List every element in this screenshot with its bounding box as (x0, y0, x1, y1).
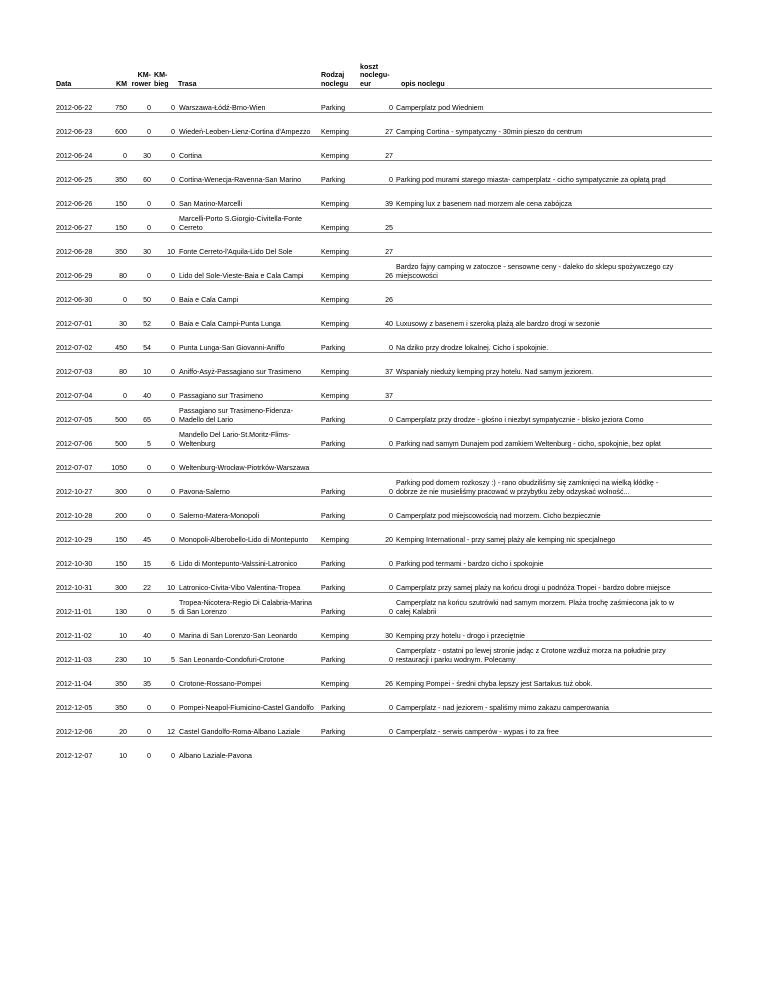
cell-opis: Camperplatz przy samej plaży na końcu drogi u podnóża Tropei - bardzo dobre miejsce (393, 569, 712, 593)
cell-rower: 0 (128, 185, 152, 209)
cell-trasa: Fonte Cerreto-l'Aquila-Lido Del Sole (176, 233, 321, 257)
cell-opis: Parking pod termami - bardzo cicho i spokojnie (393, 545, 712, 569)
cell-trasa: Monopoli-Alberobello-Lido di Montepunto (176, 521, 321, 545)
cell-opis: Camperplatz - nad jeziorem - spaliśmy mimo zakazu camperowania (393, 689, 712, 713)
header-koszt: koszt noclegu- eur (360, 63, 390, 88)
cell-trasa: Cortina (176, 137, 321, 161)
table-row (56, 353, 712, 377)
cell-koszt: 0 (359, 593, 393, 617)
cell-bieg: 0 (152, 353, 176, 377)
cell-km: 300 (103, 473, 128, 497)
cell-rower: 0 (128, 449, 152, 473)
cell-rower: 0 (128, 473, 152, 497)
cell-rodzaj: Parking (321, 497, 359, 521)
cell-rodzaj: Parking (321, 593, 359, 617)
cell-date: 2012-11-03 (56, 641, 103, 665)
cell-km: 1050 (103, 449, 128, 473)
cell-opis: Camperplatz - ostatni po lewej stronie jadąc z Crotone wzdłuż morza na południe przy restauracji i parku wodnym. Polecamy (393, 641, 712, 665)
cell-rodzaj: Kemping (321, 281, 359, 305)
cell-date: 2012-06-25 (56, 161, 103, 185)
cell-bieg: 0 (152, 209, 176, 233)
cell-bieg: 0 (152, 305, 176, 329)
cell-rower: 50 (128, 281, 152, 305)
table-row (56, 713, 712, 737)
cell-rower: 30 (128, 233, 152, 257)
cell-rower: 54 (128, 329, 152, 353)
header-trasa: Trasa (178, 79, 197, 88)
cell-trasa: Pompei-Neapol-Fiumicino-Castel Gandolfo (176, 689, 321, 713)
table-row (56, 737, 712, 761)
cell-trasa: Aniffo-Asyż-Passagiano sur Trasimeno (176, 353, 321, 377)
cell-koszt: 27 (359, 137, 393, 161)
cell-date: 2012-06-29 (56, 257, 103, 281)
cell-km: 350 (103, 689, 128, 713)
cell-rower: 0 (128, 737, 152, 761)
cell-rower: 35 (128, 665, 152, 689)
cell-date: 2012-06-26 (56, 185, 103, 209)
cell-trasa: Passagiano sur Trasimeno-Fidenza- Madello del Lario (176, 401, 321, 425)
cell-rower: 65 (128, 401, 152, 425)
cell-date: 2012-06-27 (56, 209, 103, 233)
cell-trasa: Latronico-Civita-Vibo Valentina-Tropea (176, 569, 321, 593)
cell-rower: 0 (128, 497, 152, 521)
table-row (56, 521, 712, 545)
cell-date: 2012-10-27 (56, 473, 103, 497)
cell-bieg: 0 (152, 281, 176, 305)
cell-opis: Camping Cortina - sympatyczny - 30min pieszo do centrum (393, 113, 712, 137)
table-row (56, 233, 712, 257)
cell-km: 80 (103, 353, 128, 377)
table-row (56, 305, 712, 329)
table-row (56, 593, 712, 617)
cell-trasa: Albano Laziale-Pavona (176, 737, 321, 761)
cell-trasa: Crotone-Rossano-Pompei (176, 665, 321, 689)
cell-bieg: 5 (152, 593, 176, 617)
cell-koszt: 0 (359, 425, 393, 449)
cell-opis: Kemping przy hotelu - drogo i przeciętnie (393, 617, 712, 641)
table-row (56, 185, 712, 209)
cell-rodzaj: Parking (321, 329, 359, 353)
cell-km: 450 (103, 329, 128, 353)
cell-koszt: 26 (359, 257, 393, 281)
cell-km: 200 (103, 497, 128, 521)
cell-koszt: 0 (359, 497, 393, 521)
cell-koszt: 0 (359, 689, 393, 713)
cell-bieg: 0 (152, 521, 176, 545)
cell-bieg: 0 (152, 329, 176, 353)
cell-trasa: Wiedeń-Leoben-Lienz-Cortina d'Ampezzo (176, 113, 321, 137)
cell-km: 10 (103, 737, 128, 761)
cell-bieg: 0 (152, 449, 176, 473)
cell-km: 350 (103, 161, 128, 185)
cell-rower: 5 (128, 425, 152, 449)
cell-rodzaj: Kemping (321, 665, 359, 689)
cell-trasa: Warszawa-Łódź-Brno-Wien (176, 89, 321, 113)
table-row (56, 449, 712, 473)
cell-km: 600 (103, 113, 128, 137)
cell-date: 2012-06-24 (56, 137, 103, 161)
cell-opis: Kemping lux z basenem nad morzem ale cena zabójcza (393, 185, 712, 209)
cell-koszt: 0 (359, 89, 393, 113)
header-rodzaj: Rodzaj noclegu (321, 71, 349, 88)
cell-rower: 40 (128, 377, 152, 401)
table-row (56, 689, 712, 713)
cell-rodzaj: Kemping (321, 617, 359, 641)
cell-trasa: Lido del Sole-Vieste-Baia e Cala Campi (176, 257, 321, 281)
cell-opis: Camperplatz na końcu szutrówki nad samym morzem. Plaża trochę zaśmiecona jak to w całej Kalabrii (393, 593, 712, 617)
cell-bieg: 0 (152, 425, 176, 449)
cell-trasa: Pavona-Salerno (176, 473, 321, 497)
cell-rodzaj: Parking (321, 689, 359, 713)
cell-koszt: 37 (359, 353, 393, 377)
cell-km: 300 (103, 569, 128, 593)
cell-km: 150 (103, 185, 128, 209)
table-row (56, 425, 712, 449)
cell-rodzaj: Parking (321, 401, 359, 425)
cell-rower: 52 (128, 305, 152, 329)
cell-opis: Bardzo fajny camping w zatoczce - sensowne ceny - daleko do sklepu spożywczego czy miejscowości (393, 257, 712, 281)
cell-koszt: 0 (359, 329, 393, 353)
cell-opis: Parking nad samym Dunajem pod zamkiem Weltenburg - cicho, spokojnie, bez opłat (393, 425, 712, 449)
cell-trasa: Marina di San Lorenzo-San Leonardo (176, 617, 321, 641)
table-row (56, 137, 712, 161)
cell-date: 2012-10-28 (56, 497, 103, 521)
cell-km: 130 (103, 593, 128, 617)
cell-rower: 10 (128, 353, 152, 377)
cell-opis: Luxusowy z basenem i szeroką plażą ale bardzo drogi w sezonie (393, 305, 712, 329)
cell-km: 10 (103, 617, 128, 641)
cell-opis (393, 737, 712, 761)
cell-bieg: 5 (152, 641, 176, 665)
cell-koszt: 27 (359, 233, 393, 257)
cell-trasa: Passagiano sur Trasimeno (176, 377, 321, 401)
header-row (56, 52, 712, 89)
cell-date: 2012-12-06 (56, 713, 103, 737)
cell-rodzaj: Kemping (321, 257, 359, 281)
cell-km: 80 (103, 257, 128, 281)
cell-rodzaj: Kemping (321, 137, 359, 161)
cell-koszt: 37 (359, 377, 393, 401)
table-row (56, 569, 712, 593)
cell-date: 2012-06-30 (56, 281, 103, 305)
cell-opis: Parking pod murami starego miasta- camperplatz - cicho sympatycznie za opłatą prąd (393, 161, 712, 185)
cell-km: 150 (103, 545, 128, 569)
cell-date: 2012-06-23 (56, 113, 103, 137)
cell-rodzaj: Kemping (321, 305, 359, 329)
cell-bieg: 12 (152, 713, 176, 737)
cell-km: 350 (103, 665, 128, 689)
cell-rodzaj: Kemping (321, 377, 359, 401)
cell-date: 2012-07-01 (56, 305, 103, 329)
cell-date: 2012-10-31 (56, 569, 103, 593)
cell-opis: Camperplatz pod Wiedniem (393, 89, 712, 113)
cell-trasa: Castel Gandolfo-Roma-Albano Laziale (176, 713, 321, 737)
cell-date: 2012-10-30 (56, 545, 103, 569)
cell-koszt: 20 (359, 521, 393, 545)
table-row (56, 401, 712, 425)
cell-trasa: Salerno-Matera-Monopoli (176, 497, 321, 521)
cell-date: 2012-12-05 (56, 689, 103, 713)
cell-date: 2012-11-04 (56, 665, 103, 689)
cell-koszt: 0 (359, 641, 393, 665)
cell-km: 30 (103, 305, 128, 329)
cell-date: 2012-07-07 (56, 449, 103, 473)
table-row (56, 161, 712, 185)
cell-trasa: Tropea-Nicotera-Regio Di Calabria-Marina di San Lorenzo (176, 593, 321, 617)
cell-rower: 22 (128, 569, 152, 593)
cell-koszt (359, 449, 393, 473)
cell-opis: Kemping Pompei - średni chyba lepszy jest Sartakus tuż obok. (393, 665, 712, 689)
cell-trasa: Mandello Del Lario-St.Moritz-Flims- Weltenburg (176, 425, 321, 449)
cell-date: 2012-07-05 (56, 401, 103, 425)
table-row (56, 545, 712, 569)
cell-koszt: 39 (359, 185, 393, 209)
cell-rodzaj: Kemping (321, 353, 359, 377)
cell-rower: 15 (128, 545, 152, 569)
table-row (56, 281, 712, 305)
cell-rodzaj: Kemping (321, 113, 359, 137)
table-row (56, 89, 712, 113)
cell-bieg: 0 (152, 377, 176, 401)
cell-km: 150 (103, 521, 128, 545)
cell-rodzaj: Kemping (321, 233, 359, 257)
cell-koszt: 27 (359, 113, 393, 137)
cell-date: 2012-11-01 (56, 593, 103, 617)
cell-opis (393, 377, 712, 401)
cell-rower: 0 (128, 257, 152, 281)
cell-rower: 10 (128, 641, 152, 665)
cell-opis: Na dziko przy drodze lokalnej. Cicho i spokojnie. (393, 329, 712, 353)
cell-bieg: 0 (152, 497, 176, 521)
cell-bieg: 10 (152, 569, 176, 593)
cell-trasa: Cortina-Wenecja-Ravenna-San Marino (176, 161, 321, 185)
cell-trasa: Baia e Cala Campi (176, 281, 321, 305)
cell-opis (393, 137, 712, 161)
cell-bieg: 0 (152, 113, 176, 137)
cell-rower: 40 (128, 617, 152, 641)
cell-rodzaj: Parking (321, 89, 359, 113)
cell-km: 0 (103, 281, 128, 305)
cell-rodzaj: Parking (321, 569, 359, 593)
cell-km: 350 (103, 233, 128, 257)
cell-trasa: Baia e Cala Campi-Punta Lunga (176, 305, 321, 329)
cell-date: 2012-07-02 (56, 329, 103, 353)
cell-km: 0 (103, 377, 128, 401)
table-row (56, 209, 712, 233)
cell-date: 2012-07-06 (56, 425, 103, 449)
header-date: Data (56, 79, 72, 88)
trip-table (56, 52, 712, 760)
table-row (56, 377, 712, 401)
cell-koszt (359, 737, 393, 761)
cell-trasa: Punta Lunga-San Giovanni-Aniffo (176, 329, 321, 353)
cell-opis: Camperplatz pod miejscowością nad morzem. Cicho bezpiecznie (393, 497, 712, 521)
cell-bieg: 0 (152, 137, 176, 161)
spreadsheet (56, 52, 712, 760)
table-row (56, 641, 712, 665)
cell-koszt: 40 (359, 305, 393, 329)
header-km-bieg: KM- bieg (154, 71, 169, 88)
cell-opis (393, 449, 712, 473)
cell-bieg: 6 (152, 545, 176, 569)
cell-km: 150 (103, 209, 128, 233)
cell-rodzaj: Parking (321, 545, 359, 569)
cell-rower: 30 (128, 137, 152, 161)
cell-bieg: 10 (152, 233, 176, 257)
table-row (56, 617, 712, 641)
cell-km: 0 (103, 137, 128, 161)
cell-bieg: 0 (152, 161, 176, 185)
cell-rodzaj: Parking (321, 161, 359, 185)
cell-date: 2012-06-28 (56, 233, 103, 257)
cell-trasa: San Marino-Marcelli (176, 185, 321, 209)
table-row (56, 473, 712, 497)
cell-opis: Camperplatz - serwis camperów - wypas i to za free (393, 713, 712, 737)
cell-km: 20 (103, 713, 128, 737)
cell-koszt: 0 (359, 161, 393, 185)
cell-rodzaj (321, 737, 359, 761)
cell-rodzaj: Kemping (321, 185, 359, 209)
cell-trasa: San Leonardo-Condofuri-Crotone (176, 641, 321, 665)
table-row (56, 113, 712, 137)
cell-koszt: 0 (359, 473, 393, 497)
table-row (56, 665, 712, 689)
cell-koszt: 30 (359, 617, 393, 641)
table-row (56, 497, 712, 521)
cell-rower: 0 (128, 689, 152, 713)
cell-date: 2012-06-22 (56, 89, 103, 113)
cell-rodzaj: Kemping (321, 521, 359, 545)
cell-date: 2012-12-07 (56, 737, 103, 761)
table-row (56, 257, 712, 281)
table-row (56, 329, 712, 353)
cell-bieg: 0 (152, 473, 176, 497)
cell-bieg: 0 (152, 737, 176, 761)
cell-bieg: 0 (152, 689, 176, 713)
cell-trasa: Marcelli-Porto S.Giorgio-Civitella-Fonte Cerreto (176, 209, 321, 233)
cell-opis: Kemping International - przy samej plaży ale kemping nic specjalnego (393, 521, 712, 545)
cell-bieg: 0 (152, 89, 176, 113)
cell-koszt: 25 (359, 209, 393, 233)
cell-rower: 0 (128, 209, 152, 233)
header-km-rower: KM- rower (131, 71, 151, 88)
cell-date: 2012-10-29 (56, 521, 103, 545)
cell-bieg: 0 (152, 185, 176, 209)
cell-rower: 0 (128, 89, 152, 113)
cell-opis: Wspaniały nieduży kemping przy hotelu. Nad samym jeziorem. (393, 353, 712, 377)
cell-rower: 60 (128, 161, 152, 185)
cell-rower: 0 (128, 113, 152, 137)
cell-bieg: 0 (152, 617, 176, 641)
cell-rodzaj: Kemping (321, 209, 359, 233)
cell-opis (393, 209, 712, 233)
cell-trasa: Weltenburg-Wrocław-Piotrków-Warszawa (176, 449, 321, 473)
cell-opis: Parking pod domem rozkoszy :) - rano obudziliśmy się zamknięci na wielką kłódkę - dobrze że nie musieliśmy pracować w przybytku żeby odzyskać wolność... (393, 473, 712, 497)
cell-koszt: 26 (359, 665, 393, 689)
cell-rower: 0 (128, 593, 152, 617)
cell-km: 500 (103, 401, 128, 425)
cell-rodzaj: Parking (321, 473, 359, 497)
cell-opis: Camperplatz przy drodze - głośno i niezbyt sympatycznie - blisko jeziora Como (393, 401, 712, 425)
cell-rodzaj (321, 449, 359, 473)
cell-rower: 45 (128, 521, 152, 545)
cell-km: 750 (103, 89, 128, 113)
cell-koszt: 0 (359, 713, 393, 737)
cell-rower: 0 (128, 713, 152, 737)
cell-date: 2012-11-02 (56, 617, 103, 641)
cell-rodzaj: Parking (321, 641, 359, 665)
cell-bieg: 0 (152, 257, 176, 281)
cell-rodzaj: Parking (321, 713, 359, 737)
cell-km: 500 (103, 425, 128, 449)
cell-bieg: 0 (152, 401, 176, 425)
cell-date: 2012-07-03 (56, 353, 103, 377)
cell-koszt: 0 (359, 545, 393, 569)
cell-date: 2012-07-04 (56, 377, 103, 401)
cell-opis (393, 281, 712, 305)
header-opis: opis noclegu (401, 79, 445, 88)
cell-koszt: 0 (359, 569, 393, 593)
cell-koszt: 0 (359, 401, 393, 425)
cell-bieg: 0 (152, 665, 176, 689)
cell-km: 230 (103, 641, 128, 665)
header-km: KM (115, 79, 127, 88)
cell-rodzaj: Parking (321, 425, 359, 449)
cell-opis (393, 233, 712, 257)
cell-trasa: Lido di Montepunto-Valssini-Latronico (176, 545, 321, 569)
cell-koszt: 26 (359, 281, 393, 305)
